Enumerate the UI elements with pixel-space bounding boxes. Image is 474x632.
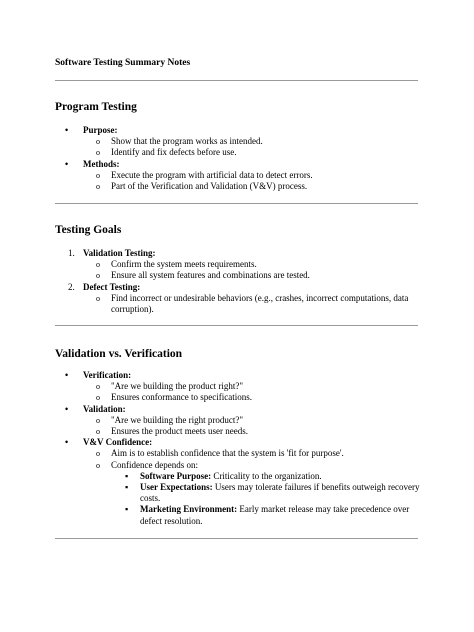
list-item-validation-testing bbox=[55, 248, 420, 259]
sub-item-text: Confidence depends on: bbox=[111, 459, 198, 470]
sub-item bbox=[55, 136, 420, 147]
item-label: Validation Testing: bbox=[83, 248, 156, 258]
sub-item-text: Identify and fix defects before use. bbox=[111, 147, 237, 158]
circle-bullet-icon: o bbox=[96, 170, 100, 180]
sub-item-text: Show that the program works as intended. bbox=[111, 136, 263, 147]
bullet-icon: • bbox=[65, 403, 69, 414]
sub-sub-item-software-purpose bbox=[55, 471, 420, 482]
validation-vs-verification-list bbox=[55, 370, 420, 527]
circle-bullet-icon: o bbox=[96, 271, 100, 281]
item-label: Verification: bbox=[83, 370, 132, 380]
circle-bullet-icon: o bbox=[96, 415, 100, 425]
sub-item bbox=[55, 392, 420, 403]
testing-goals-list bbox=[55, 248, 420, 315]
sub-sub-item-user-expectations bbox=[55, 482, 420, 504]
sub-item-text: Aim is to establish confidence that the system is 'fit for purpose'. bbox=[111, 448, 344, 459]
circle-bullet-icon: o bbox=[96, 449, 100, 459]
list-item-validation bbox=[55, 404, 420, 415]
sub-item bbox=[55, 460, 420, 471]
sub-item bbox=[55, 448, 420, 459]
square-bullet-icon: ▪ bbox=[125, 470, 129, 481]
item-label: V&V Confidence: bbox=[83, 437, 153, 448]
sub-sub-item-label: Marketing Environment: bbox=[140, 504, 238, 515]
bullet-icon: • bbox=[65, 125, 69, 135]
sub-sub-item-text: Users may tolerate failures if benefits outweigh recovery costs. bbox=[140, 482, 420, 504]
divider bbox=[55, 203, 418, 204]
square-bullet-icon: ▪ bbox=[125, 504, 129, 515]
sub-sub-item-marketing-environment bbox=[55, 504, 420, 526]
list-item-verification bbox=[55, 370, 420, 381]
sub-item-text: "Are we building the right product?" bbox=[111, 414, 244, 425]
circle-bullet-icon: o bbox=[96, 382, 100, 392]
bullet-icon: • bbox=[65, 437, 69, 448]
program-testing-list bbox=[55, 125, 420, 192]
sub-item-text: Ensures the product meets user needs. bbox=[111, 426, 248, 437]
divider bbox=[55, 80, 418, 81]
sub-item-text: Confirm the system meets requirements. bbox=[111, 259, 257, 270]
sub-item bbox=[55, 181, 420, 192]
divider bbox=[55, 325, 418, 326]
sub-item-text: Part of the Verification and Validation (V&V) process. bbox=[111, 181, 308, 192]
circle-bullet-icon: o bbox=[96, 148, 100, 158]
sub-item-text: Find incorrect or undesirable behaviors (e.g., crashes, incorrect computations, data corruption). bbox=[111, 292, 409, 315]
sub-item bbox=[55, 381, 420, 392]
bullet-icon: • bbox=[65, 158, 69, 169]
list-item-purpose bbox=[55, 125, 420, 136]
list-number: 1. bbox=[68, 248, 75, 258]
item-label: Methods: bbox=[83, 158, 120, 169]
list-item-vv-confidence bbox=[55, 437, 420, 448]
sub-item bbox=[55, 170, 420, 181]
bullet-icon: • bbox=[65, 370, 69, 380]
list-number: 2. bbox=[68, 281, 75, 292]
sub-item bbox=[55, 426, 420, 437]
document-title: Software Testing Summary Notes bbox=[55, 58, 191, 68]
list-item-methods bbox=[55, 159, 420, 170]
square-bullet-icon: ▪ bbox=[125, 482, 129, 493]
circle-bullet-icon: o bbox=[96, 393, 100, 403]
circle-bullet-icon: o bbox=[96, 182, 100, 192]
sub-item bbox=[55, 259, 420, 270]
item-label: Defect Testing: bbox=[83, 281, 141, 292]
sub-item-text: "Are we building the product right?" bbox=[111, 381, 244, 392]
sub-sub-item-label: User Expectations: bbox=[140, 482, 213, 493]
list-item-defect-testing bbox=[55, 282, 420, 293]
sub-item bbox=[55, 270, 420, 281]
item-label: Purpose: bbox=[83, 125, 118, 135]
circle-bullet-icon: o bbox=[96, 260, 100, 270]
sub-item-text: Ensure all system features and combinations are tested. bbox=[111, 270, 310, 281]
divider bbox=[55, 538, 418, 539]
section-heading-testing-goals: Testing Goals bbox=[55, 224, 122, 236]
sub-item bbox=[55, 293, 420, 315]
circle-bullet-icon: o bbox=[96, 137, 100, 147]
sub-sub-item-label: Software Purpose: bbox=[140, 470, 212, 481]
sub-item bbox=[55, 147, 420, 158]
sub-item-text: Ensures conformance to specifications. bbox=[111, 392, 252, 403]
sub-sub-item-text: Early market release may take precedence over defect resolution. bbox=[140, 504, 410, 526]
sub-item bbox=[55, 415, 420, 426]
circle-bullet-icon: o bbox=[96, 293, 100, 303]
item-label: Validation: bbox=[83, 403, 126, 414]
section-heading-validation-vs-verification: Validation vs. Verification bbox=[55, 348, 183, 360]
sub-item-text: Execute the program with artificial data to detect errors. bbox=[111, 169, 313, 180]
sub-sub-item-text: Criticality to the organization. bbox=[213, 470, 322, 481]
section-heading-program-testing: Program Testing bbox=[55, 101, 137, 113]
circle-bullet-icon: o bbox=[96, 460, 100, 470]
circle-bullet-icon: o bbox=[96, 427, 100, 437]
